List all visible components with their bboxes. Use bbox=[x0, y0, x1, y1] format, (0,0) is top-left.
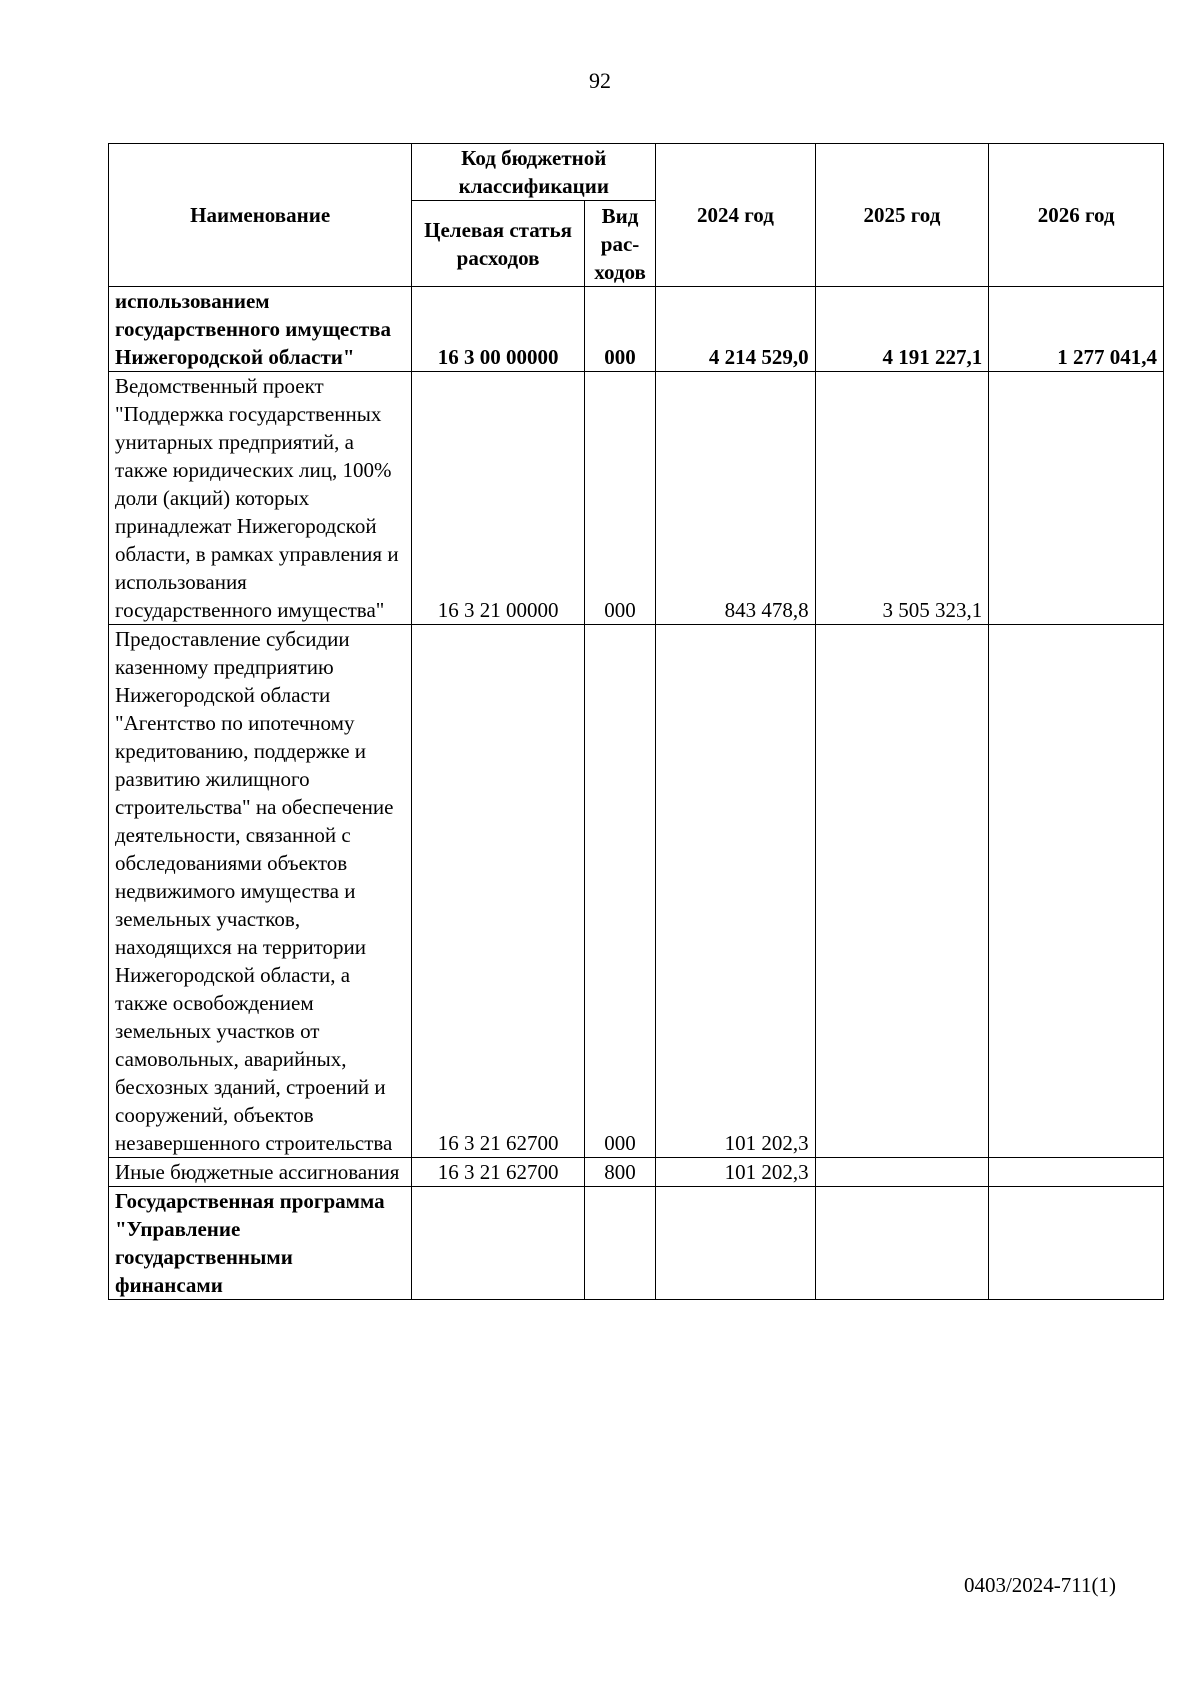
row-value-2025: 3 505 323,1 bbox=[815, 372, 989, 625]
row-article bbox=[412, 1187, 585, 1300]
row-article: 16 3 21 62700 bbox=[412, 1158, 585, 1187]
row-type: 000 bbox=[584, 625, 655, 1158]
row-value-2024: 843 478,8 bbox=[656, 372, 815, 625]
row-name: использованием государственного имущества Нижегородской области" bbox=[109, 287, 412, 372]
row-value-2026 bbox=[989, 372, 1164, 625]
row-value-2024 bbox=[656, 1187, 815, 1300]
row-type: 800 bbox=[584, 1158, 655, 1187]
row-value-2025 bbox=[815, 1187, 989, 1300]
row-value-2025 bbox=[815, 1158, 989, 1187]
budget-table bbox=[108, 143, 1164, 1300]
page-number: 92 bbox=[589, 68, 611, 93]
row-type: 000 bbox=[584, 287, 655, 372]
row-type: 000 bbox=[584, 372, 655, 625]
row-type bbox=[584, 1187, 655, 1300]
row-value-2024: 101 202,3 bbox=[656, 1158, 815, 1187]
row-article: 16 3 21 62700 bbox=[412, 625, 585, 1158]
table-row bbox=[109, 372, 1164, 625]
row-name: Иные бюджетные ассигнования bbox=[109, 1158, 412, 1187]
header-expense-type: Вид рас-ходов bbox=[584, 201, 655, 287]
row-value-2026: 1 277 041,4 bbox=[989, 287, 1164, 372]
row-value-2024: 4 214 529,0 bbox=[656, 287, 815, 372]
row-article: 16 3 21 00000 bbox=[412, 372, 585, 625]
header-year-2025: 2025 год bbox=[815, 144, 989, 287]
table-row bbox=[109, 287, 1164, 372]
table-row bbox=[109, 1158, 1164, 1187]
row-name: Государственная программа "Управление государственными финансами bbox=[109, 1187, 412, 1300]
row-value-2025 bbox=[815, 625, 989, 1158]
header-year-2024: 2024 год bbox=[656, 144, 815, 287]
row-value-2024: 101 202,3 bbox=[656, 625, 815, 1158]
row-name: Предоставление субсидии казенному предприятию Нижегородской области "Агентство по ипотечному кредитованию, поддержке и развитию жилищного строительства" на обеспечение деятельности, связанной с обследованиями объектов недвижимого имущества и земельных участков, находящихся на территории Нижегородской области, а также освобождением земельных участков от самовольных, аварийных, бесхозных зданий, строений и сооружений, объектов незавершенного строительства bbox=[109, 625, 412, 1158]
row-value-2026 bbox=[989, 1158, 1164, 1187]
header-target-article: Целевая статья расходов bbox=[412, 201, 585, 287]
row-name: Ведомственный проект "Поддержка государственных унитарных предприятий, а также юридических лиц, 100% доли (акций) которых принадлежат Нижегородской области, в рамках управления и использования государственного имущества" bbox=[109, 372, 412, 625]
header-name: Наименование bbox=[109, 144, 412, 287]
row-article: 16 3 00 00000 bbox=[412, 287, 585, 372]
table-row bbox=[109, 625, 1164, 1158]
header-code-group: Код бюджетной классификации bbox=[412, 144, 656, 201]
table-body bbox=[109, 287, 1164, 1300]
document-number: 0403/2024-711(1) bbox=[963, 1573, 1116, 1597]
row-value-2025: 4 191 227,1 bbox=[815, 287, 989, 372]
header-year-2026: 2026 год bbox=[989, 144, 1164, 287]
row-value-2026 bbox=[989, 625, 1164, 1158]
table-row bbox=[109, 1187, 1164, 1300]
row-value-2026 bbox=[989, 1187, 1164, 1300]
